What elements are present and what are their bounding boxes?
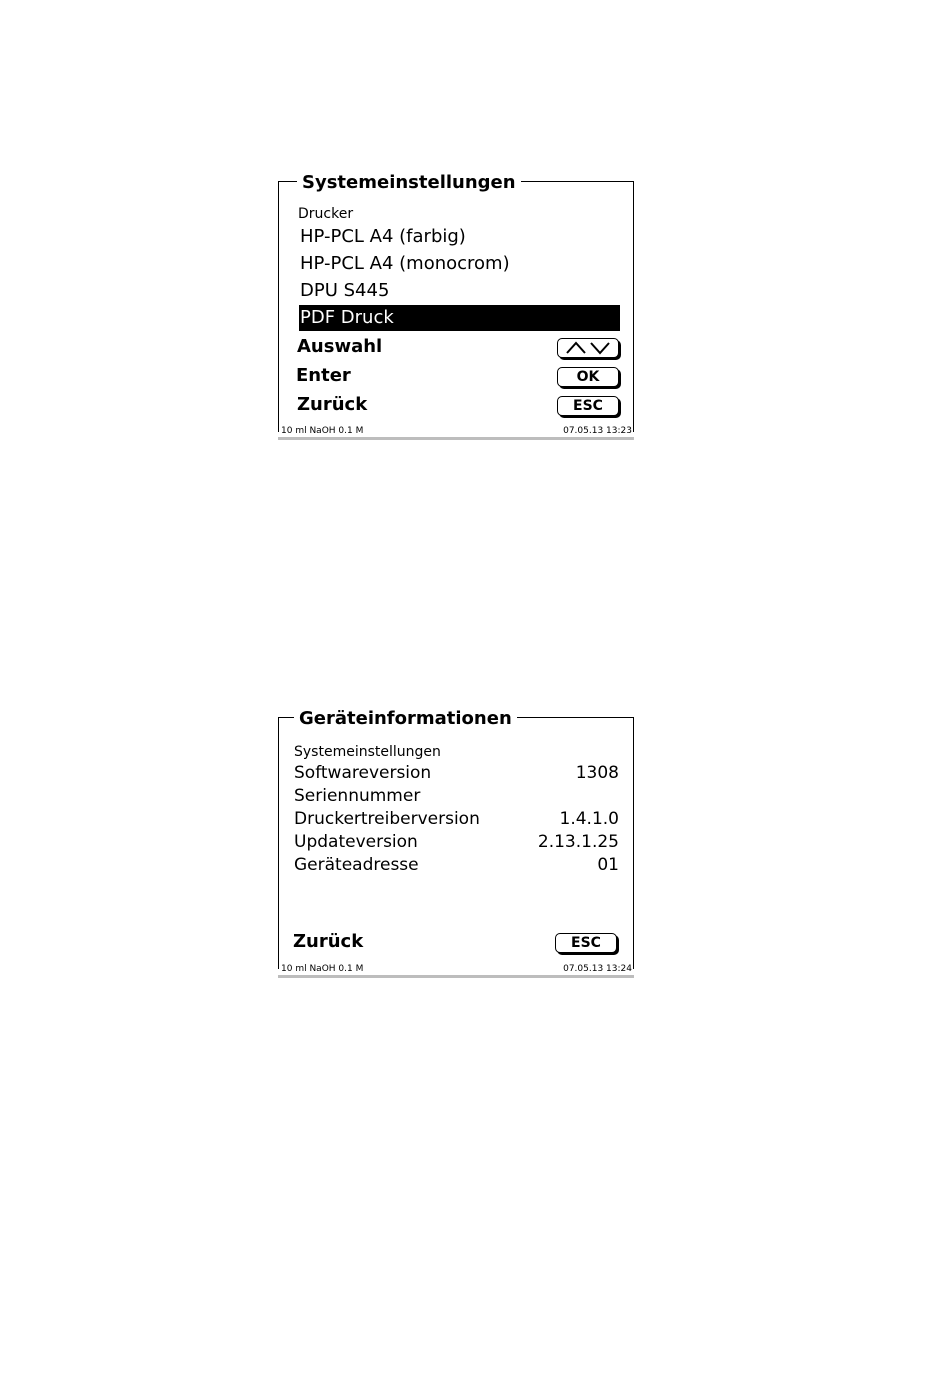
bottom-divider bbox=[278, 975, 634, 978]
printer-option-pdf-selected[interactable]: PDF Druck bbox=[299, 305, 620, 331]
info-value: 1308 bbox=[575, 763, 619, 783]
info-label: Softwareversion bbox=[294, 763, 432, 783]
info-label: Geräteadresse bbox=[294, 855, 419, 875]
info-row-driver-version bbox=[294, 808, 619, 830]
info-row-update-version bbox=[294, 831, 619, 853]
screen-title: Systemeinstellungen bbox=[297, 172, 521, 193]
select-label: Auswahl bbox=[297, 336, 383, 357]
info-value: 1.4.1.0 bbox=[559, 809, 619, 829]
back-label: Zurück bbox=[293, 931, 364, 952]
printer-option-hp-pcl-mono[interactable]: HP-PCL A4 (monocrom) bbox=[300, 253, 510, 274]
screen-title: Geräteinformationen bbox=[294, 708, 517, 729]
date-time: 07.05.13 13:24 bbox=[563, 964, 632, 974]
esc-key[interactable]: ESC bbox=[555, 933, 617, 953]
back-label: Zurück bbox=[297, 394, 368, 415]
info-label: Druckertreiberversion bbox=[294, 809, 480, 829]
enter-label: Enter bbox=[296, 365, 351, 386]
status-bar bbox=[278, 426, 634, 436]
screen-frame bbox=[278, 172, 634, 432]
up-down-arrows-icon bbox=[564, 341, 612, 355]
screen-subtitle: Systemeinstellungen bbox=[294, 744, 441, 760]
info-label: Seriennummer bbox=[294, 786, 421, 806]
bottom-divider bbox=[278, 437, 634, 440]
screen-subtitle: Drucker bbox=[298, 206, 354, 222]
info-value: 01 bbox=[597, 855, 619, 875]
info-row-device-address bbox=[294, 854, 619, 876]
up-down-key[interactable] bbox=[557, 338, 619, 358]
info-value: 2.13.1.25 bbox=[537, 832, 619, 852]
printer-option-hp-pcl-color[interactable]: HP-PCL A4 (farbig) bbox=[300, 226, 466, 247]
printer-option-dpu-s445[interactable]: DPU S445 bbox=[300, 280, 390, 301]
info-label: Updateversion bbox=[294, 832, 418, 852]
date-time: 07.05.13 13:23 bbox=[563, 426, 632, 436]
esc-key[interactable]: ESC bbox=[557, 396, 619, 416]
screen-frame bbox=[278, 708, 634, 969]
device-info-screen bbox=[278, 708, 634, 978]
method-name: 10 ml NaOH 0.1 M bbox=[281, 964, 364, 974]
printer-settings-screen bbox=[278, 172, 634, 440]
method-name: 10 ml NaOH 0.1 M bbox=[281, 426, 364, 436]
ok-key[interactable]: OK bbox=[557, 367, 619, 387]
info-row-serial-number bbox=[294, 785, 619, 807]
info-row-software-version bbox=[294, 762, 619, 784]
status-bar bbox=[278, 964, 634, 974]
